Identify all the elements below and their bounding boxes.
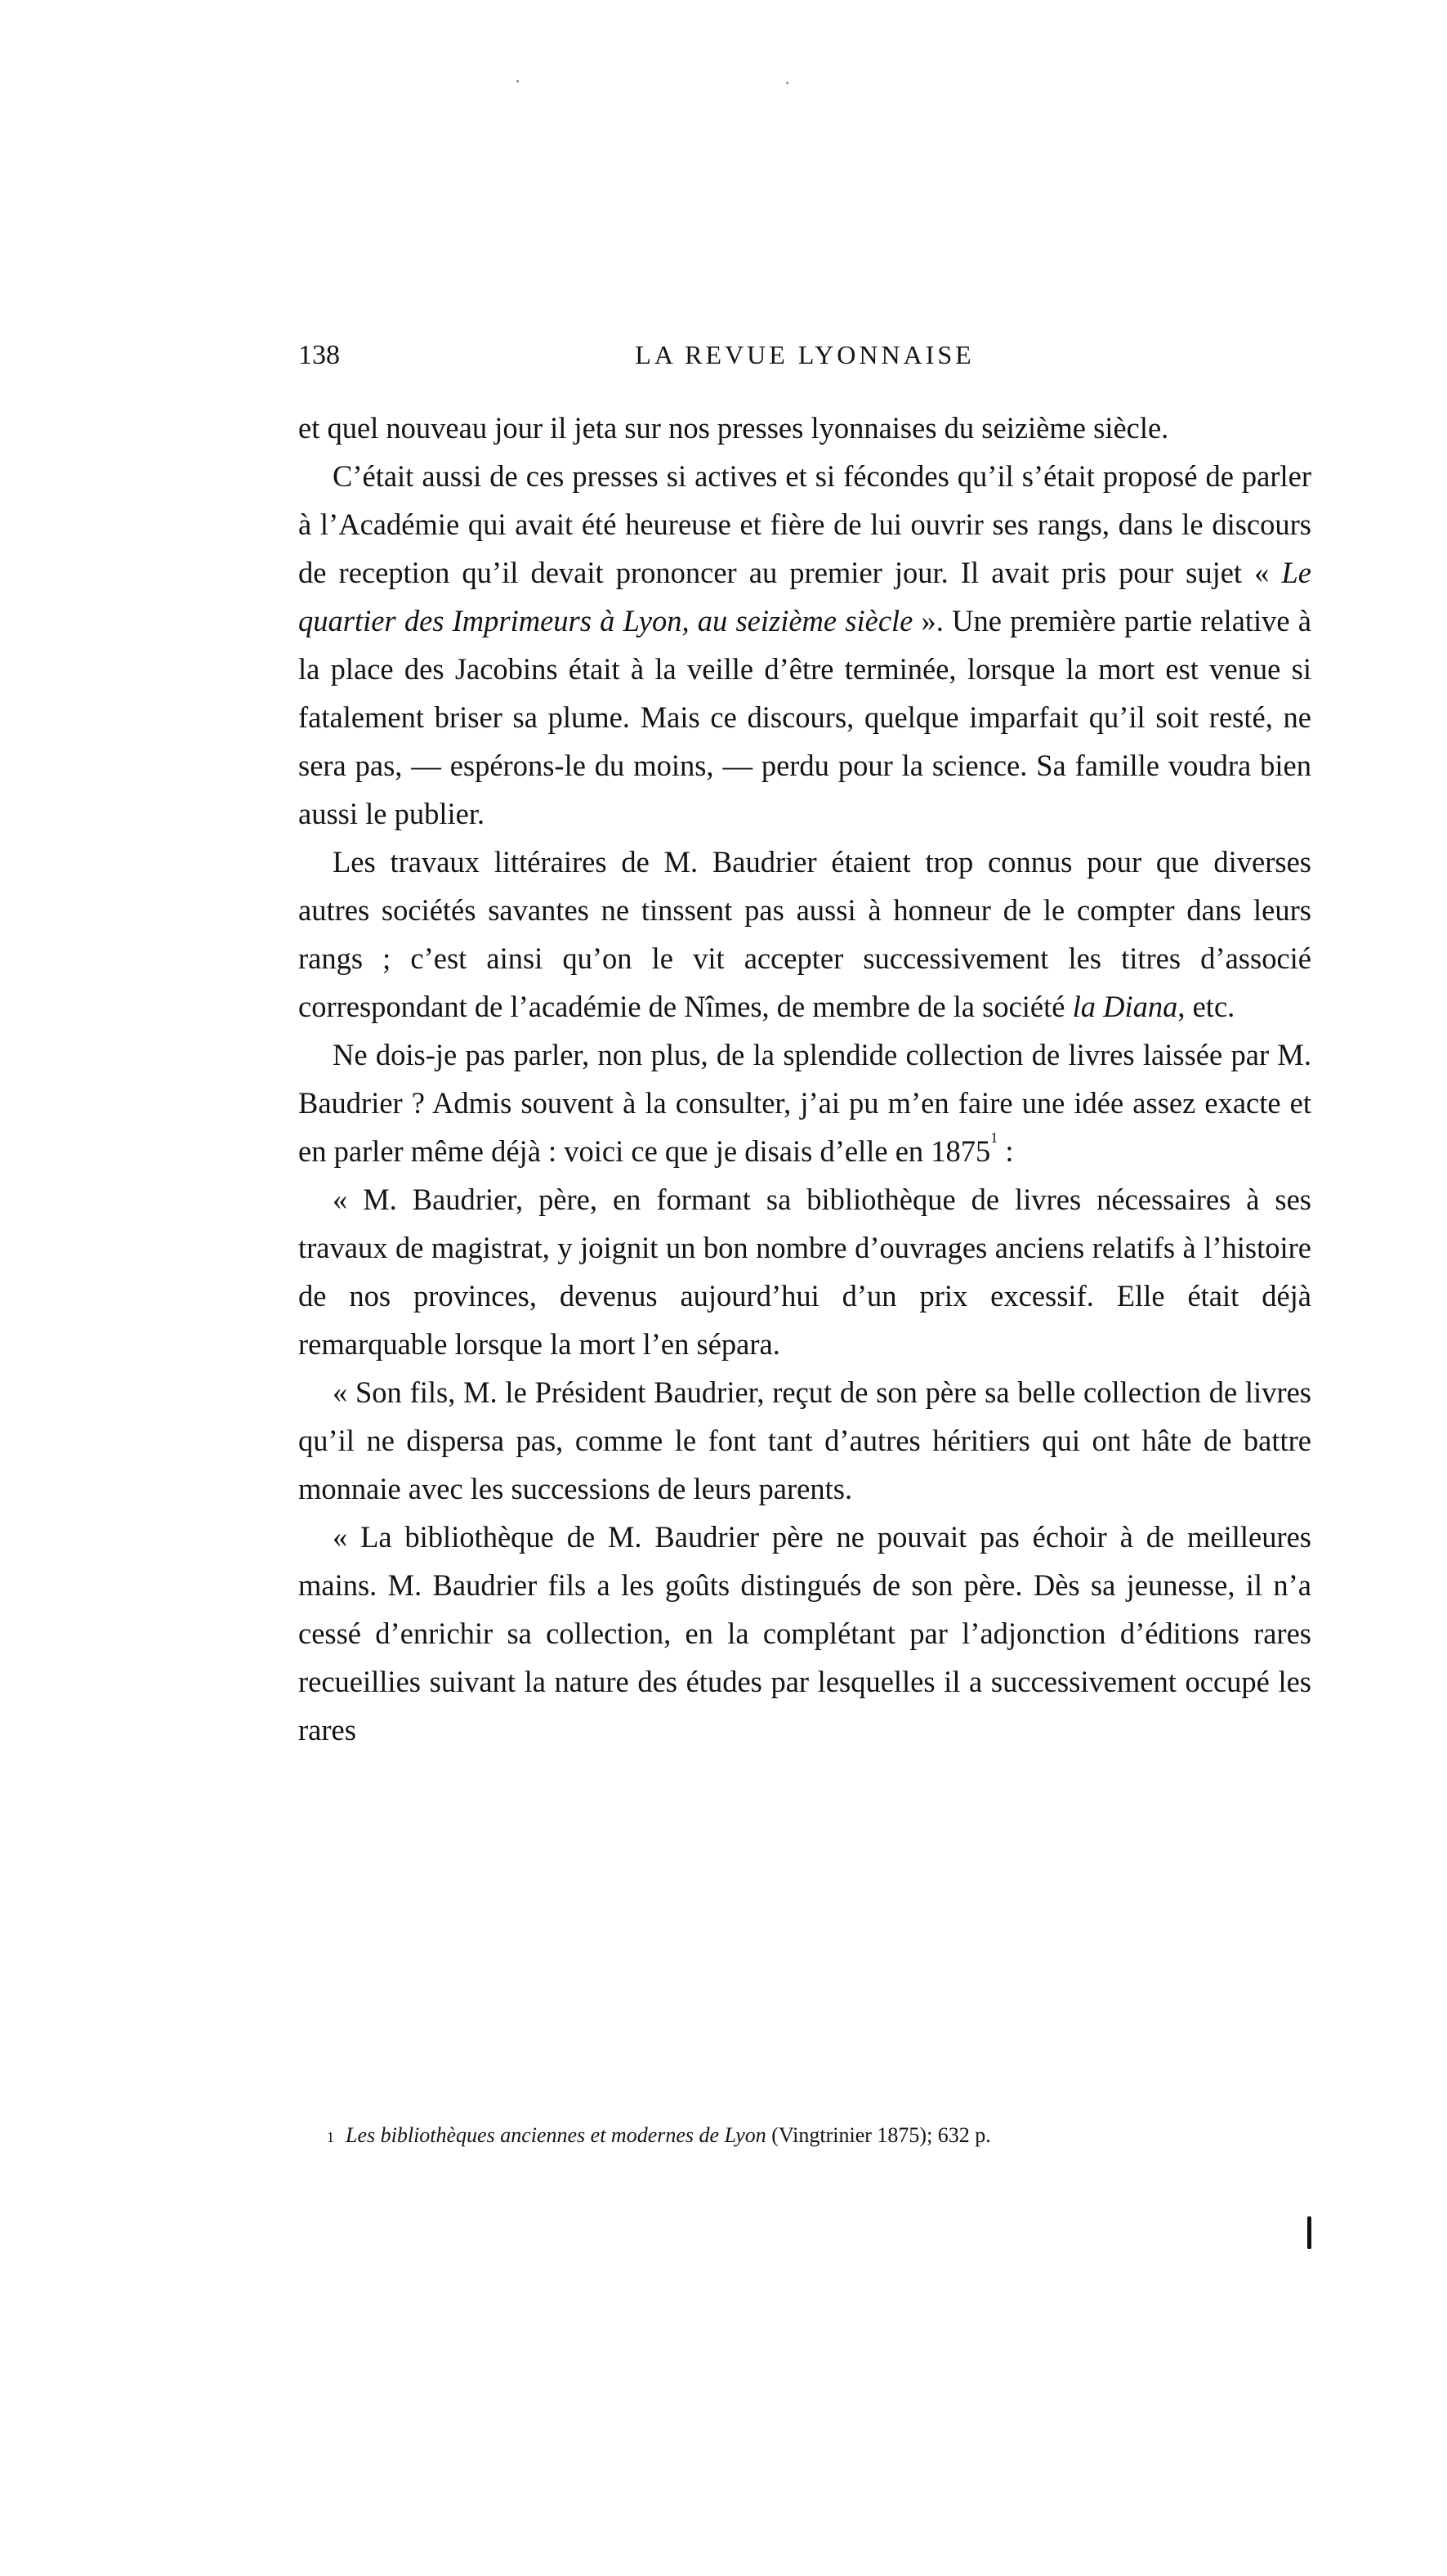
running-header [298,333,1311,382]
paragraph-text: Les travaux littéraires de M. Baudrier étaient trop connus pour que diverses autres sociétés savantes ne tinssent pas aussi à honneur de le compter dans leurs rangs ; c’est ainsi qu’on le vit accepter successivement les titres d’associé correspondant de l’académie de Nîmes, de membre de la société [298,845,1311,1023]
discourse-title: Le quartier des Imprimeurs à Lyon, au seizième siècle [298,556,1311,637]
paragraph-text: et quel nouveau jour il jeta sur nos presses lyonnaises du seizième siècle. [298,411,1169,445]
paragraph-text: : [998,1134,1014,1168]
quote-text: « M. Baudrier, père, en formant sa bibliothèque de livres nécessaires à ses travaux de magistrat, y joignit un bon nombre d’ouvrages anciens relatifs à l’histoire de nos provinces, devenus aujourd’hui d’un prix excessif. Elle était déjà remarquable lorsque la mort l’en sépara. [298,1183,1311,1361]
footnote-mark: 1 [327,2129,334,2145]
footnote-title: Les bibliothèques anciennes et modernes de Lyon [346,2123,766,2147]
footnote-details: (Vingtrinier 1875); 632 p. [766,2123,991,2147]
paragraph-text: , etc. [1177,990,1235,1023]
page [298,333,1311,1754]
paragraph-2 [298,452,1311,838]
body-text [298,404,1311,1754]
paragraph-text: Ne dois-je pas parler, non plus, de la splendide collection de livres laissée par M. Baudrier ? Admis souvent à la consulter, j’ai pu m’en faire une idée assez exacte et en parler même déjà : voici ce que je disais d’elle en 1875 [298,1038,1311,1168]
footnote [327,2123,991,2148]
scan-speck [516,80,519,83]
quote-paragraph-3 [298,1513,1311,1754]
society-name: la Diana [1072,990,1178,1023]
quote-text: « La bibliothèque de M. Baudrier père ne pouvait pas échoir à de meilleures mains. M. Baudrier fils a les goûts distingués de son père. Dès sa jeunesse, il n’a cessé d’enrichir sa collection, en la complétant par l’adjonction d’éditions rares recueillies suivant la nature des études par lesquelles il a successivement occupé les rares [298,1520,1311,1746]
running-title: LA REVUE LYONNAISE [635,340,975,369]
quote-paragraph-2 [298,1368,1311,1513]
paragraph-text: ». Une première partie relative à la place des Jacobins était à la veille d’être terminée, lorsque la mort est venue si fatalement briser sa plume. Mais ce discours, quelque imparfait qu’il soit resté, ne sera pas, — espérons-le du moins, — perdu pour la science. Sa famille voudra bien aussi le publier. [298,604,1312,830]
scan-speck [786,82,788,84]
paragraph-1 [298,404,1311,452]
quote-paragraph-1 [298,1175,1311,1368]
margin-mark [1307,2216,1311,2249]
paragraph-4 [298,1031,1311,1175]
paragraph-3 [298,838,1311,1031]
footnote-reference: 1 [990,1129,998,1146]
page-number: 138 [298,340,340,370]
paragraph-text: C’était aussi de ces presses si actives et si fécondes qu’il s’était proposé de parler à l’Académie qui avait été heureuse et fière de lui ouvrir ses rangs, dans le discours de reception qu’il devait prononcer au premier jour. Il avait pris pour sujet « [298,459,1311,589]
quote-text: « Son fils, M. le Président Baudrier, reçut de son père sa belle collection de livres qu’il ne dispersa pas, comme le font tant d’autres héritiers qui ont hâte de battre monnaie avec les successions de leurs parents. [298,1375,1311,1505]
